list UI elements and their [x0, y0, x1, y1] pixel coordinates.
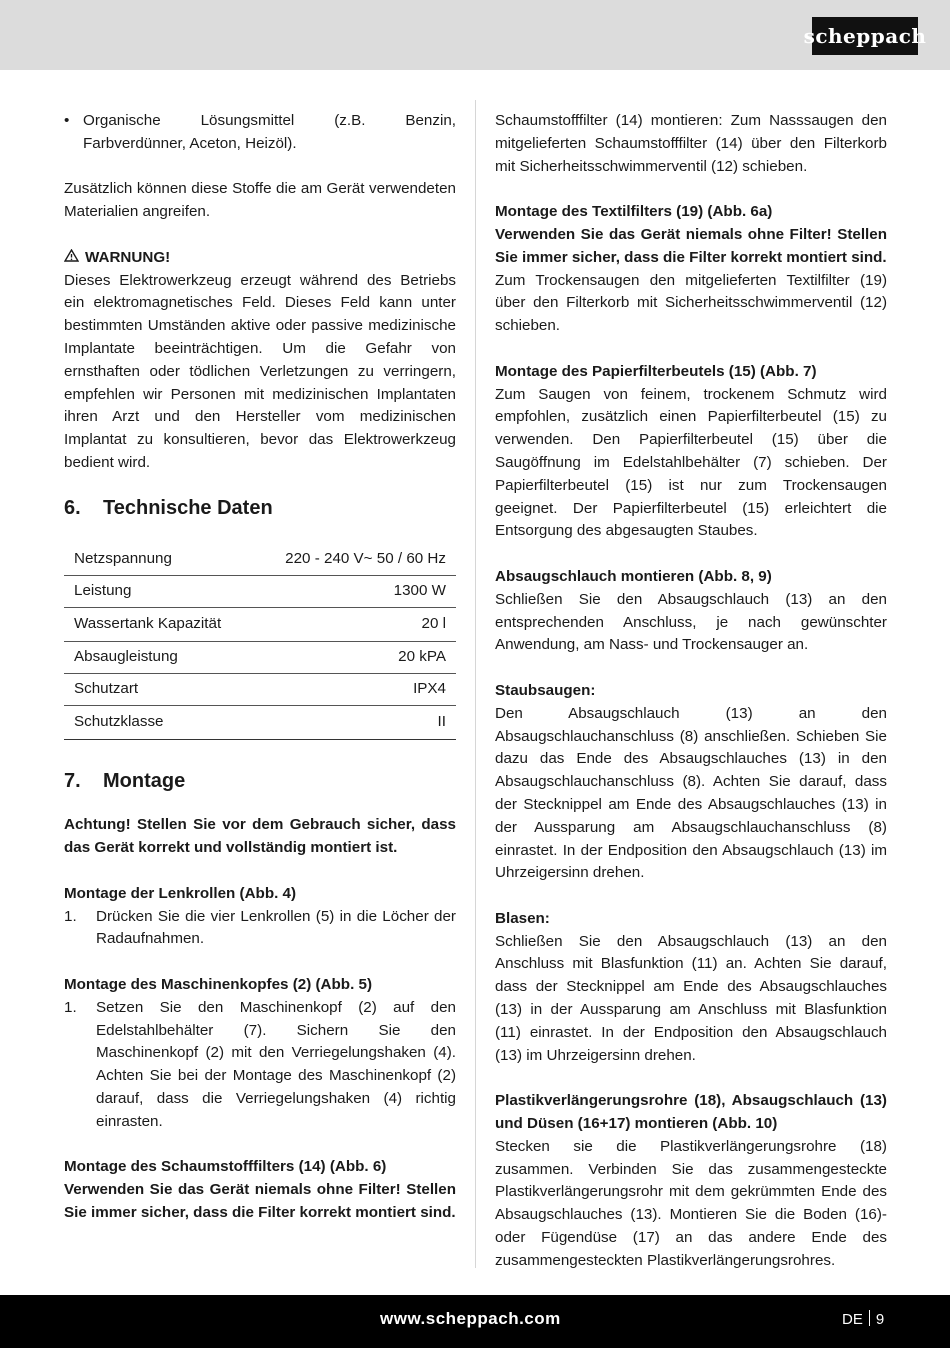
spec-value: 20 kPA [252, 641, 456, 673]
step-text: Setzen Sie den Maschinenkopf (2) auf den Edelstahlbehälter (7). Sichern Sie den Maschinenkopf (2) mit den Verriegelungshaken (4). Achten Sie bei der Montage des Maschinenkopf (2) darauf, dass die Verriegelungshaken (4) richtig einrasten. [96, 998, 456, 1130]
table-row [64, 673, 456, 705]
papier-text: Zum Saugen von feinem, trockenem Schmutz wird empfohlen, zusätzlich einen Papierfilterbeutel (15) zu verwenden. Den Papierfilterbeutel (15) über die Saugöffnung im Edelstahlbehälter (7) schieben. Der Papierfilterbeutel (15) ist nur zum Trockensaugen geeignet. Der Papierfilterbeutel (15) erleichtert die Entsorgung des abgesaugten Staubes. [495, 385, 887, 540]
step-text: Drücken Sie die vier Lenkrollen (5) in die Löcher der Radaufnahmen. [96, 907, 456, 948]
right-column [495, 110, 887, 1273]
affect-paragraph: Zusätzlich können diese Stoffe die am Gerät verwendeten Materialien angreifen. [64, 180, 456, 221]
bullet-item [64, 110, 456, 156]
spec-label: Schutzklasse [64, 705, 252, 739]
section-6-number: 6. [64, 496, 81, 519]
table-row [64, 607, 456, 641]
spec-value: II [252, 705, 456, 739]
schlauch-text: Schließen Sie den Absaugschlauch (13) an den entsprechenden Anschluss, je nach gewünschter Anwendung, am Nass- und Trockensauger an. [495, 590, 887, 654]
plastik-text: Stecken sie die Plastikverlängerungsrohre (18) zusammen. Verbinden Sie das zusammengesteckte Plastikverlängerungsrohr mit dem gekrümmten Ende des Absaugschlauches (13). Montieren Sie die Boden (16)- oder Fügendüse (17) an das andere Ende des zusammengesteckten Plastikverlängerungsrohres. [495, 1137, 887, 1269]
separator [869, 1310, 870, 1326]
section-7-number: 7. [64, 769, 81, 792]
plastik-heading: Plastikverlängerungsrohre (18), Absaugschlauch (13) und Düsen (16+17) montieren (Abb. 10) [495, 1092, 887, 1133]
left-column [64, 110, 456, 1225]
schaumstoff-heading: Montage des Schaumstofffilters (14) (Abb. 6) [64, 1158, 387, 1176]
step-number: 1. [64, 998, 77, 1016]
warning-text: Dieses Elektrowerkzeug erzeugt während des Betriebs ein elektromagnetisches Feld. Dieses Feld kann unter bestimmten Umständen aktive oder passive medizinische Implantate beeinträchtigen. Um die Gefahr von ernsthaften oder tödlichen Verletzungen zu verringern, empfehlen wir Personen mit medizinischen Implantaten ihren Arzt und den Hersteller vom medizinischen Implantat zu konsultieren, bevor das Elektrowerkzeug bedient wird. [64, 271, 456, 471]
footer-url: www.scheppach.com [380, 1309, 561, 1328]
spec-value: 220 - 240 V~ 50 / 60 Hz [252, 544, 456, 576]
brand-text: scheppach [803, 24, 927, 48]
bullet-text: Organische Lösungsmittel (z.B. Benzin, Farbverdünner, Aceton, Heizöl). [83, 112, 456, 152]
textil-warning: Verwenden Sie das Gerät niemals ohne Filter! Stellen Sie immer sicher, dass die Filter korrekt montiert sind. [495, 225, 887, 266]
footer-bar [0, 1295, 950, 1348]
staubsaugen-text: Den Absaugschlauch (13) an den Absaugschlauchanschluss (8) anschließen. Schieben Sie dazu das Ende des Absaugschlauches (13) in den Absaugschlauchanschluss (8). Achten Sie darauf, dass der Stecknippel am Ende des Absaugschlauches (13) in der Aussparung am Absaugschlauchanschluss (8) einrastet. In der Endposition den Absaugschlauch (13) im Uhrzeigersinn drehen. [495, 704, 887, 882]
page-number: 9 [875, 1311, 885, 1328]
section-6-title: Technische Daten [103, 496, 273, 519]
spec-value: IPX4 [252, 673, 456, 705]
textil-heading: Montage des Textilfilters (19) (Abb. 6a) [495, 203, 773, 221]
section-7-heading [64, 770, 456, 793]
spec-label: Absaugleistung [64, 641, 252, 673]
schaumstoff-warning: Verwenden Sie das Gerät niemals ohne Filter! Stellen Sie immer sicher, dass die Filter korrekt montiert sind. [64, 1181, 456, 1221]
attention-note: Achtung! Stellen Sie vor dem Gebrauch sicher, dass das Gerät korrekt und vollständig montiert ist. [64, 816, 456, 857]
step-number: 1. [64, 907, 77, 925]
brand-logo [803, 17, 927, 55]
papier-heading: Montage des Papierfilterbeutels (15) (Abb. 7) [495, 362, 817, 380]
blasen-heading: Blasen: [495, 909, 550, 927]
maschinenkopf-heading: Montage des Maschinenkopfes (2) (Abb. 5) [64, 975, 373, 993]
warning-title: WARNUNG! [85, 248, 171, 266]
spec-value: 20 l [252, 607, 456, 641]
maschinenkopf-step [64, 997, 456, 1134]
blasen-text: Schließen Sie den Absaugschlauch (13) an den Anschluss mit Blasfunktion (11) an. Achten Sie darauf, dass der Stecknippel am Ende des Absaugschlauches (13) in der Aussparung am Anschluss mit Blasfunktion (11) einrastet. In der Endposition den Absaugschlauch (13) im Uhrzeigersinn drehen. [495, 932, 887, 1064]
schlauch-heading: Absaugschlauch montieren (Abb. 8, 9) [495, 567, 772, 585]
page-indicator [842, 1310, 884, 1328]
bullet-dot: • [64, 112, 70, 129]
spec-label: Leistung [64, 575, 252, 607]
table-row [64, 705, 456, 739]
spec-value: 1300 W [252, 575, 456, 607]
specs-table [64, 544, 456, 740]
column-divider [475, 100, 476, 1268]
spec-label: Schutzart [64, 673, 252, 705]
lenkrollen-heading: Montage der Lenkrollen (Abb. 4) [64, 884, 297, 902]
section-6-heading [64, 497, 456, 520]
table-row [64, 641, 456, 673]
warning-heading [64, 247, 456, 270]
spec-label: Wassertank Kapazität [64, 607, 252, 641]
table-row [64, 575, 456, 607]
language-code: DE [842, 1311, 863, 1328]
schaumstoff-text: Schaumstofffilter (14) montieren: Zum Nasssaugen den mitgelieferten Schaumstofffilter (14) über den Filterkorb mit Sicherheitsschwimmerventil (12) schieben. [495, 112, 887, 175]
textil-text: Zum Trockensaugen den mitgelieferten Textilfilter (19) über den Filterkorb mit Sicherheitsschwimmerventil (12) schieben. [495, 271, 887, 335]
warning-triangle-icon [64, 247, 80, 270]
table-row [64, 544, 456, 576]
staubsaugen-heading: Staubsaugen: [495, 681, 596, 699]
section-7-title: Montage [103, 769, 186, 792]
lenkrollen-step [64, 906, 456, 952]
spec-label: Netzspannung [64, 544, 252, 576]
